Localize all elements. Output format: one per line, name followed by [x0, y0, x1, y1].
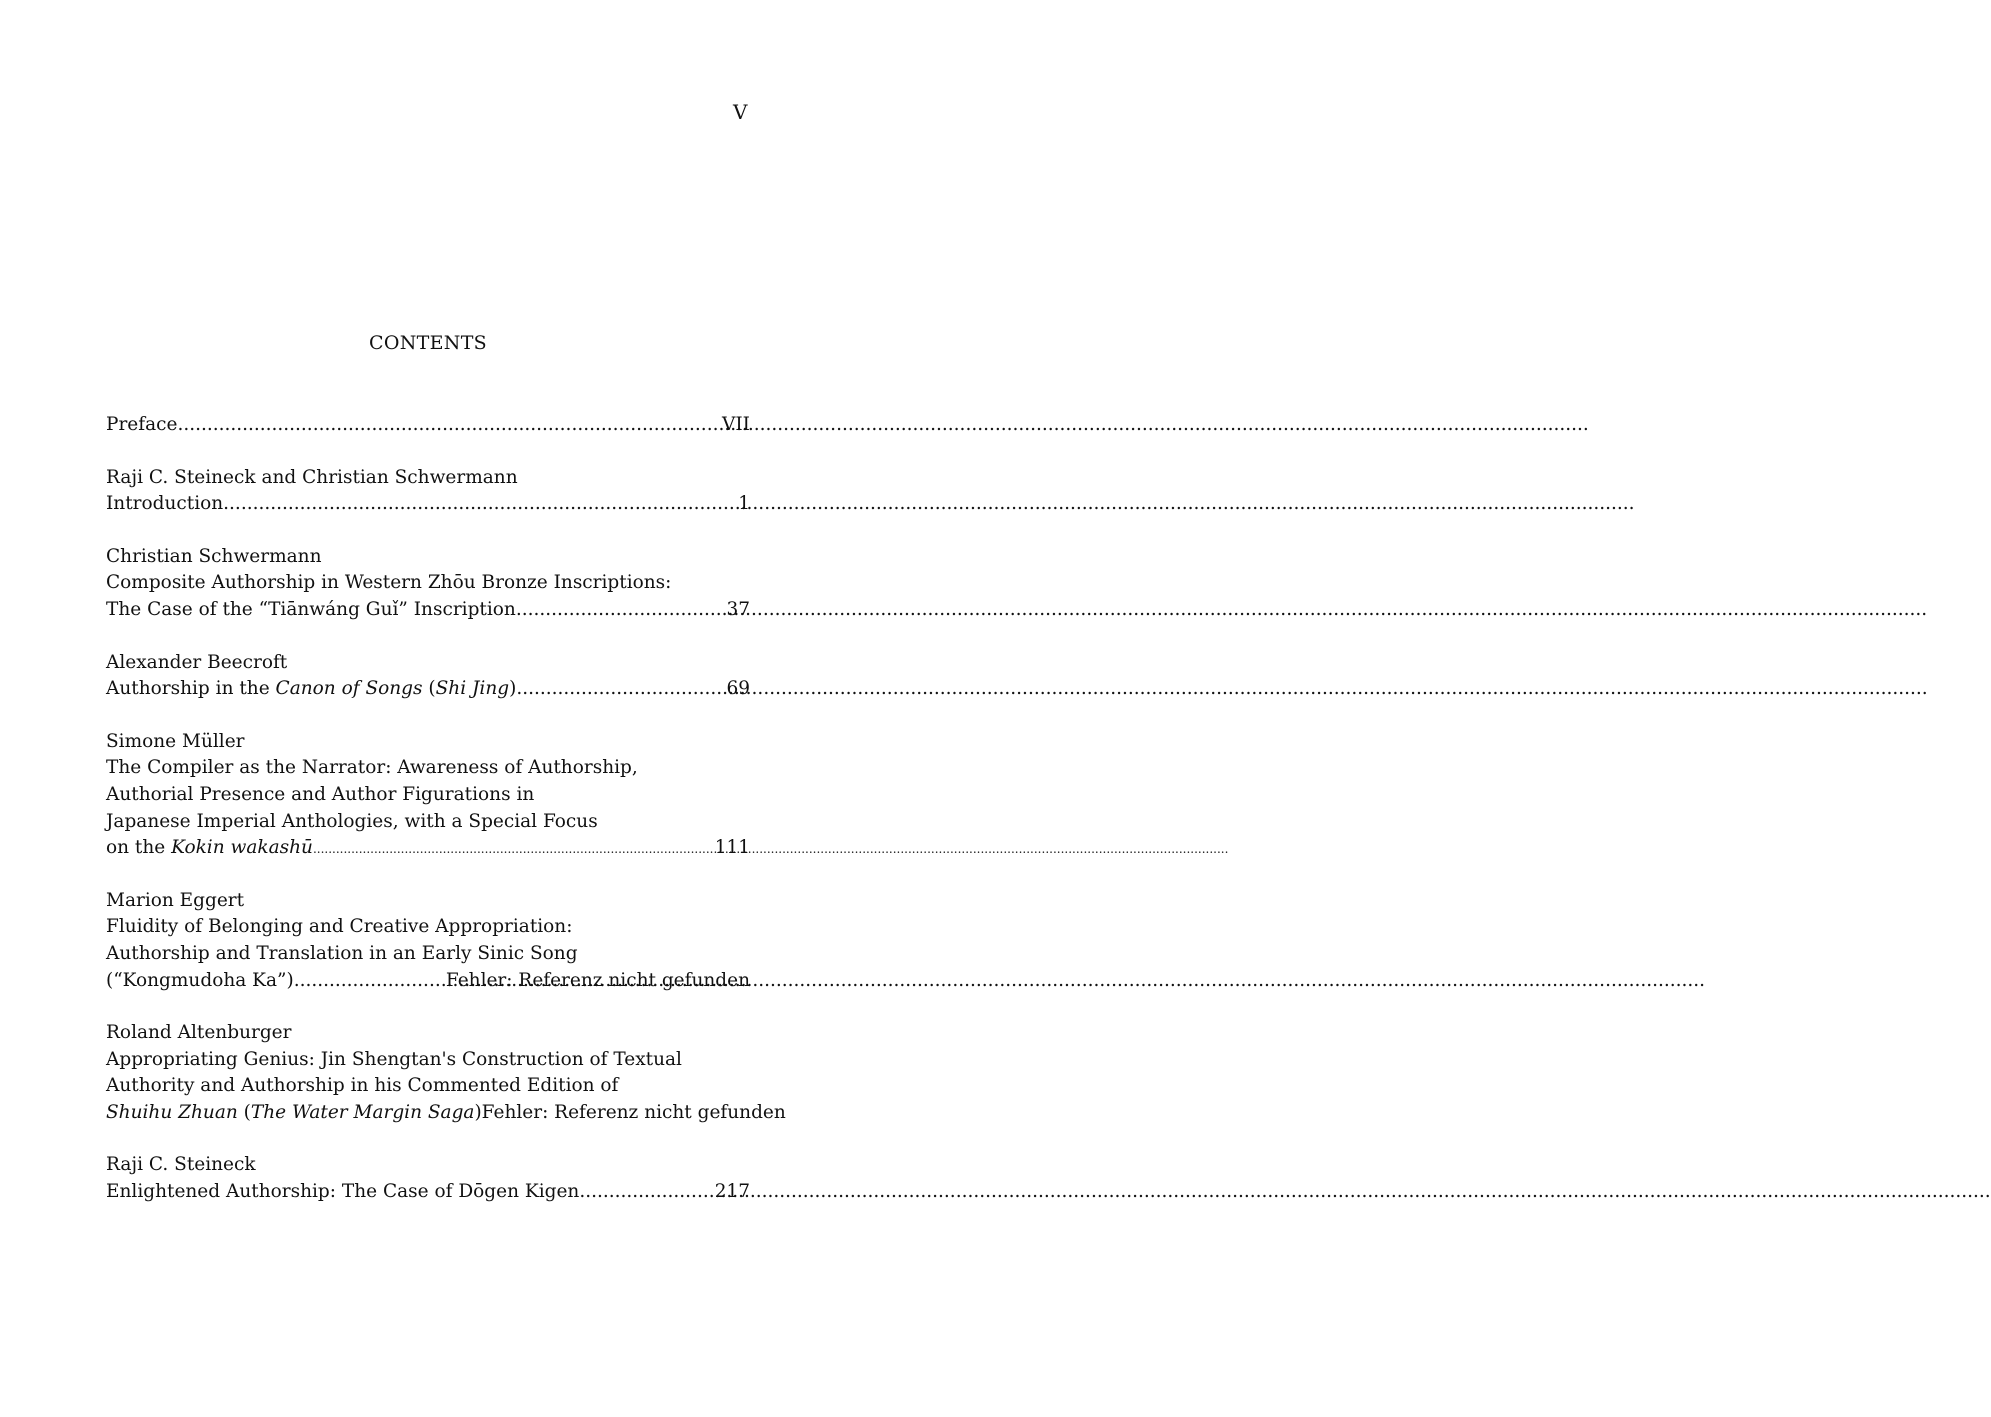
toc-page-number: Fehler: Referenz nicht gefunden — [481, 1101, 786, 1123]
table-of-contents — [106, 412, 786, 1232]
toc-title-continued: Authorial Presence and Author Figurations in — [106, 783, 535, 805]
toc-page-number: Fehler: Referenz nicht gefunden — [445, 969, 750, 991]
title-text: on the — [106, 837, 172, 859]
toc-title-continued: Fluidity of Belonging and Creative Appropriation: — [106, 916, 573, 938]
toc-author: Raji C. Steineck and Christian Schwermann — [106, 466, 518, 488]
dot-leader — [313, 836, 715, 863]
dot-leader — [579, 1179, 714, 1206]
dot-leader — [516, 676, 726, 703]
toc-title-continued: Composite Authorship in Western Zhōu Bronze Inscriptions: — [106, 572, 672, 594]
toc-entry-title: Preface — [106, 414, 178, 435]
toc-author: Roland Altenburger — [106, 1022, 292, 1044]
toc-entry-title — [106, 676, 516, 703]
toc-title-line[interactable] — [106, 491, 750, 518]
toc-title-continued: Japanese Imperial Anthologies, with a Special Focus — [106, 810, 598, 832]
toc-entry-schwermann — [106, 544, 750, 624]
toc-title-continued: The Compiler as the Narrator: Awareness of Authorship, — [106, 757, 638, 779]
title-italic: Canon of Songs — [275, 678, 423, 700]
title-italic: Shuihu Zhuan — [106, 1101, 238, 1123]
dot-leader — [294, 968, 446, 995]
toc-title-continued: Authority and Authorship in his Commented Edition of — [106, 1075, 619, 1097]
toc-entry-steineck — [106, 1152, 750, 1205]
toc-entry-title: Enlightened Authorship: The Case of Dōgen Kigen — [106, 1181, 580, 1203]
toc-entry-introduction — [106, 465, 750, 518]
dot-leader — [177, 412, 722, 439]
title-text: ( — [422, 678, 436, 700]
toc-page-number: 69 — [726, 678, 750, 700]
toc-title-line[interactable] — [106, 835, 750, 862]
toc-entry-preface — [106, 412, 750, 439]
toc-title-continued: Appropriating Genius: Jin Shengtan's Construction of Textual — [106, 1048, 682, 1070]
title-text: ) — [509, 678, 517, 700]
toc-entry-title: Introduction — [106, 493, 224, 515]
toc-title-continued: Authorship and Translation in an Early Sinic Song — [106, 942, 578, 964]
toc-author: Alexander Beecroft — [106, 651, 288, 673]
toc-entry-title: The Case of the “Tiānwáng Guǐ” Inscription — [106, 598, 516, 620]
title-italic: The Water Margin Saga — [250, 1101, 475, 1123]
page-number: V — [733, 100, 748, 124]
toc-title-line[interactable] — [106, 412, 750, 439]
toc-entry-muller — [106, 729, 750, 862]
toc-page-number: 111 — [714, 837, 750, 859]
toc-author: Christian Schwermann — [106, 545, 322, 567]
toc-title-line[interactable] — [106, 1100, 786, 1127]
toc-entry-title: (“Kongmudoha Ka”) — [106, 969, 294, 991]
toc-title-line[interactable] — [106, 676, 750, 703]
toc-title-line[interactable] — [106, 1179, 750, 1206]
toc-entry-title — [106, 1100, 482, 1127]
toc-entry-eggert — [106, 888, 750, 994]
toc-page-number: VII — [722, 414, 750, 435]
title-text: ( — [237, 1101, 251, 1123]
toc-page-number: 217 — [714, 1181, 750, 1203]
dot-leader — [223, 491, 738, 518]
toc-author: Simone Müller — [106, 730, 245, 752]
toc-title-line[interactable] — [106, 968, 750, 995]
title-italic: Kokin wakashū — [171, 837, 313, 859]
title-text: Authorship in the — [106, 678, 276, 700]
toc-author: Marion Eggert — [106, 889, 245, 911]
toc-page-number: 1 — [738, 493, 750, 515]
title-text: ) — [474, 1101, 482, 1123]
toc-author: Raji C. Steineck — [106, 1154, 256, 1176]
toc-page-number: 37 — [726, 598, 750, 620]
toc-entry-altenburger — [106, 1020, 786, 1126]
toc-title-line[interactable] — [106, 597, 750, 624]
contents-heading: CONTENTS — [369, 332, 487, 354]
title-italic: Shi Jing — [435, 678, 510, 700]
toc-entry-title — [106, 835, 313, 862]
toc-entry-beecroft — [106, 650, 750, 703]
dot-leader — [516, 597, 727, 624]
